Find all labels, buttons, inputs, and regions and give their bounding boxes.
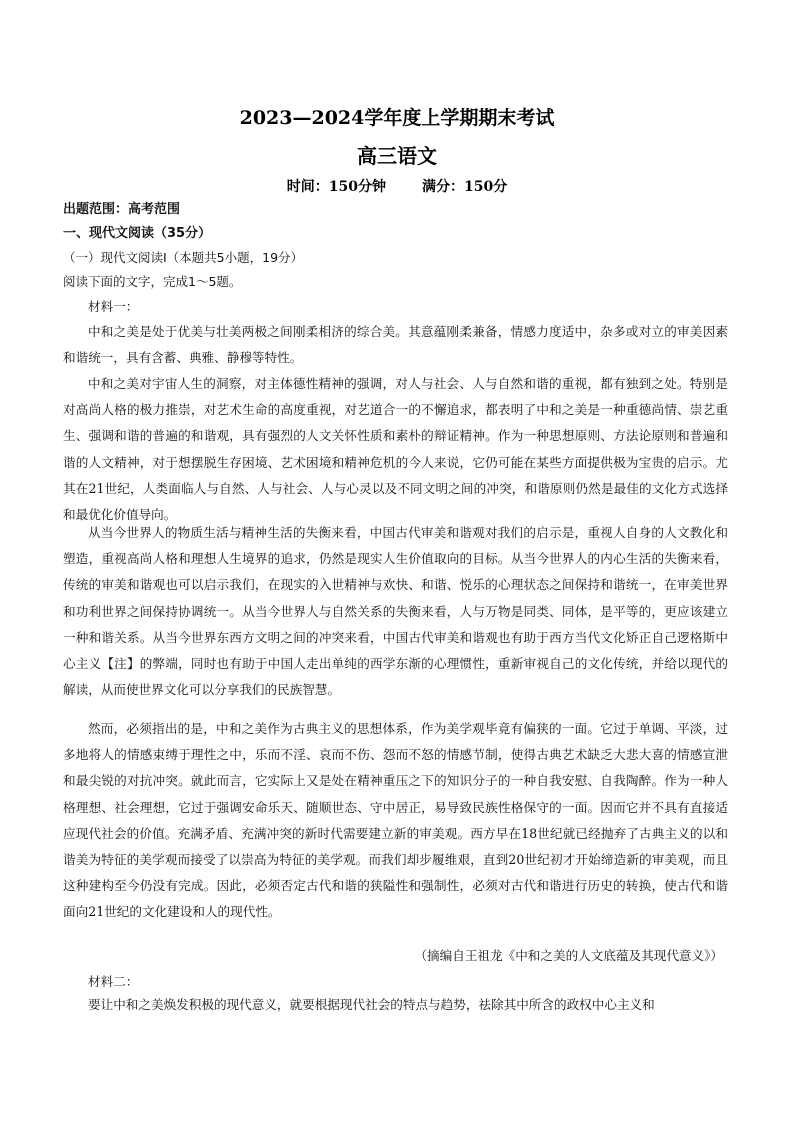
paragraph-5: 要让中和之美焕发积极的现代意义，就要根据现代社会的特点与趋势，祛除其中所含的政权中心主义和 [88,997,655,1012]
exam-scope: 出题范围：高考范围 [63,202,181,217]
section-heading: 一、现代文阅读（35分） [63,226,212,241]
material-2-label: 材料二： [88,974,139,989]
exam-time: 时间：150分钟 [286,179,386,195]
paragraph-2: 中和之美对宇宙人生的洞察，对主体德性精神的强调，对人与社会、人与自然和谐的重视，都有独到之处。特别是对高尚人格的极力推崇，对艺术生命的高度重视，对艺道合一的不懈追求，都表明了中和之美是一种重德尚情、崇艺重生、强调和谐的普遍的和谐观，具有强烈的人文关怀性质和素朴的辩证精神。作为一种思想原则、方法论原则和普遍和谐的人文精神，对于想摆脱生存困境、艺术困境和精神危机的今人来说，它仍可能在某些方面提供极为宝贵的启示。尤其在21世纪，人类面临人与自然、人与社会、人与心灵以及不同文明之间的冲突，和谐原则仍然是最佳的文化方式选择和最优化价值导向。 [63,376,728,523]
reading-instruction: 阅读下面的文字，完成1～5题。 [63,274,242,289]
source-citation: （摘编自王祖龙《中和之美的人文底蕴及其现代意义》） [414,948,723,963]
paragraph-4: 然而，必须指出的是，中和之美作为古典主义的思想体系，作为美学观毕竟有偏狭的一面。它过于单调、平淡，过多地将人的情感束缚于理性之中，乐而不淫、哀而不伤、怨而不怒的情感节制，使得古典艺术缺乏大悲大喜的情感宣泄和最尖锐的对抗冲突。就此而言，它实际上又是处在精神重压之下的知识分子的一种自我安慰、自我陶醉。作为一种人格理想、社会理想，它过于强调安命乐天、随顺世态、守中居正，易导致民族性格保守的一面。因而它并不具有直接适应现代社会的价值。充满矛盾、充满冲突的新时代需要建立新的审美观。西方早在18世纪就已经抛弃了古典主义的以和谐美为特征的美学观而接受了以崇高为特征的美学观。而我们却步履维艰，直到20世纪初才开始缔造新的审美观，而且这种建构至今仍没有完成。因此，必须否定古代和谐的狭隘性和强制性，必须对古代和谐进行历史的转换，使古代和谐面向21世纪的文化建设和人的现代性。 [63,721,728,920]
exam-score: 满分：150分 [422,179,508,195]
subsection-heading: （一）现代文阅读Ⅰ（本题共5小题，19分） [63,250,304,265]
paragraph-1: 中和之美是处于优美与壮美两极之间刚柔相济的综合美。其意蕴刚柔兼备，情感力度适中，杂多或对立的审美因素和谐统一，具有含蓄、典雅、静穆等特性。 [63,324,728,366]
material-1-label: 材料一： [88,299,139,314]
paragraph-3: 从当今世界人的物质生活与精神生活的失衡来看，中国古代审美和谐观对我们的启示是，重视人自身的人文教化和塑造，重视高尚人格和理想人生境界的追求，仍然是现实人生价值取向的目标。从当今世界人的内心生活的失衡来看，传统的审美和谐观也可以启示我们，在现实的入世精神与欢快、和谐、悦乐的心理状态之间保持和谐统一，在审美世界和功利世界之间保持协调统一。从当今世界人与自然关系的失衡来看，人与万物是同类、同体，是平等的，更应该建立一种和谐关系。从当今世界东西方文明之间的冲突来看，中国古代审美和谐观也有助于西方当代文化矫正自己逻格斯中心主义【注】的弊端，同时也有助于中国人走出单纯的西学东渐的心理惯性，重新审视自己的文化传统，并给以现代的解读，从而使世界文化可以分享我们的民族智慧。 [63,525,728,698]
exam-title: 2023—2024学年度上学期期末考试 [239,107,555,129]
exam-time-score [0,176,794,196]
exam-subject: 高三语文 [357,144,437,168]
